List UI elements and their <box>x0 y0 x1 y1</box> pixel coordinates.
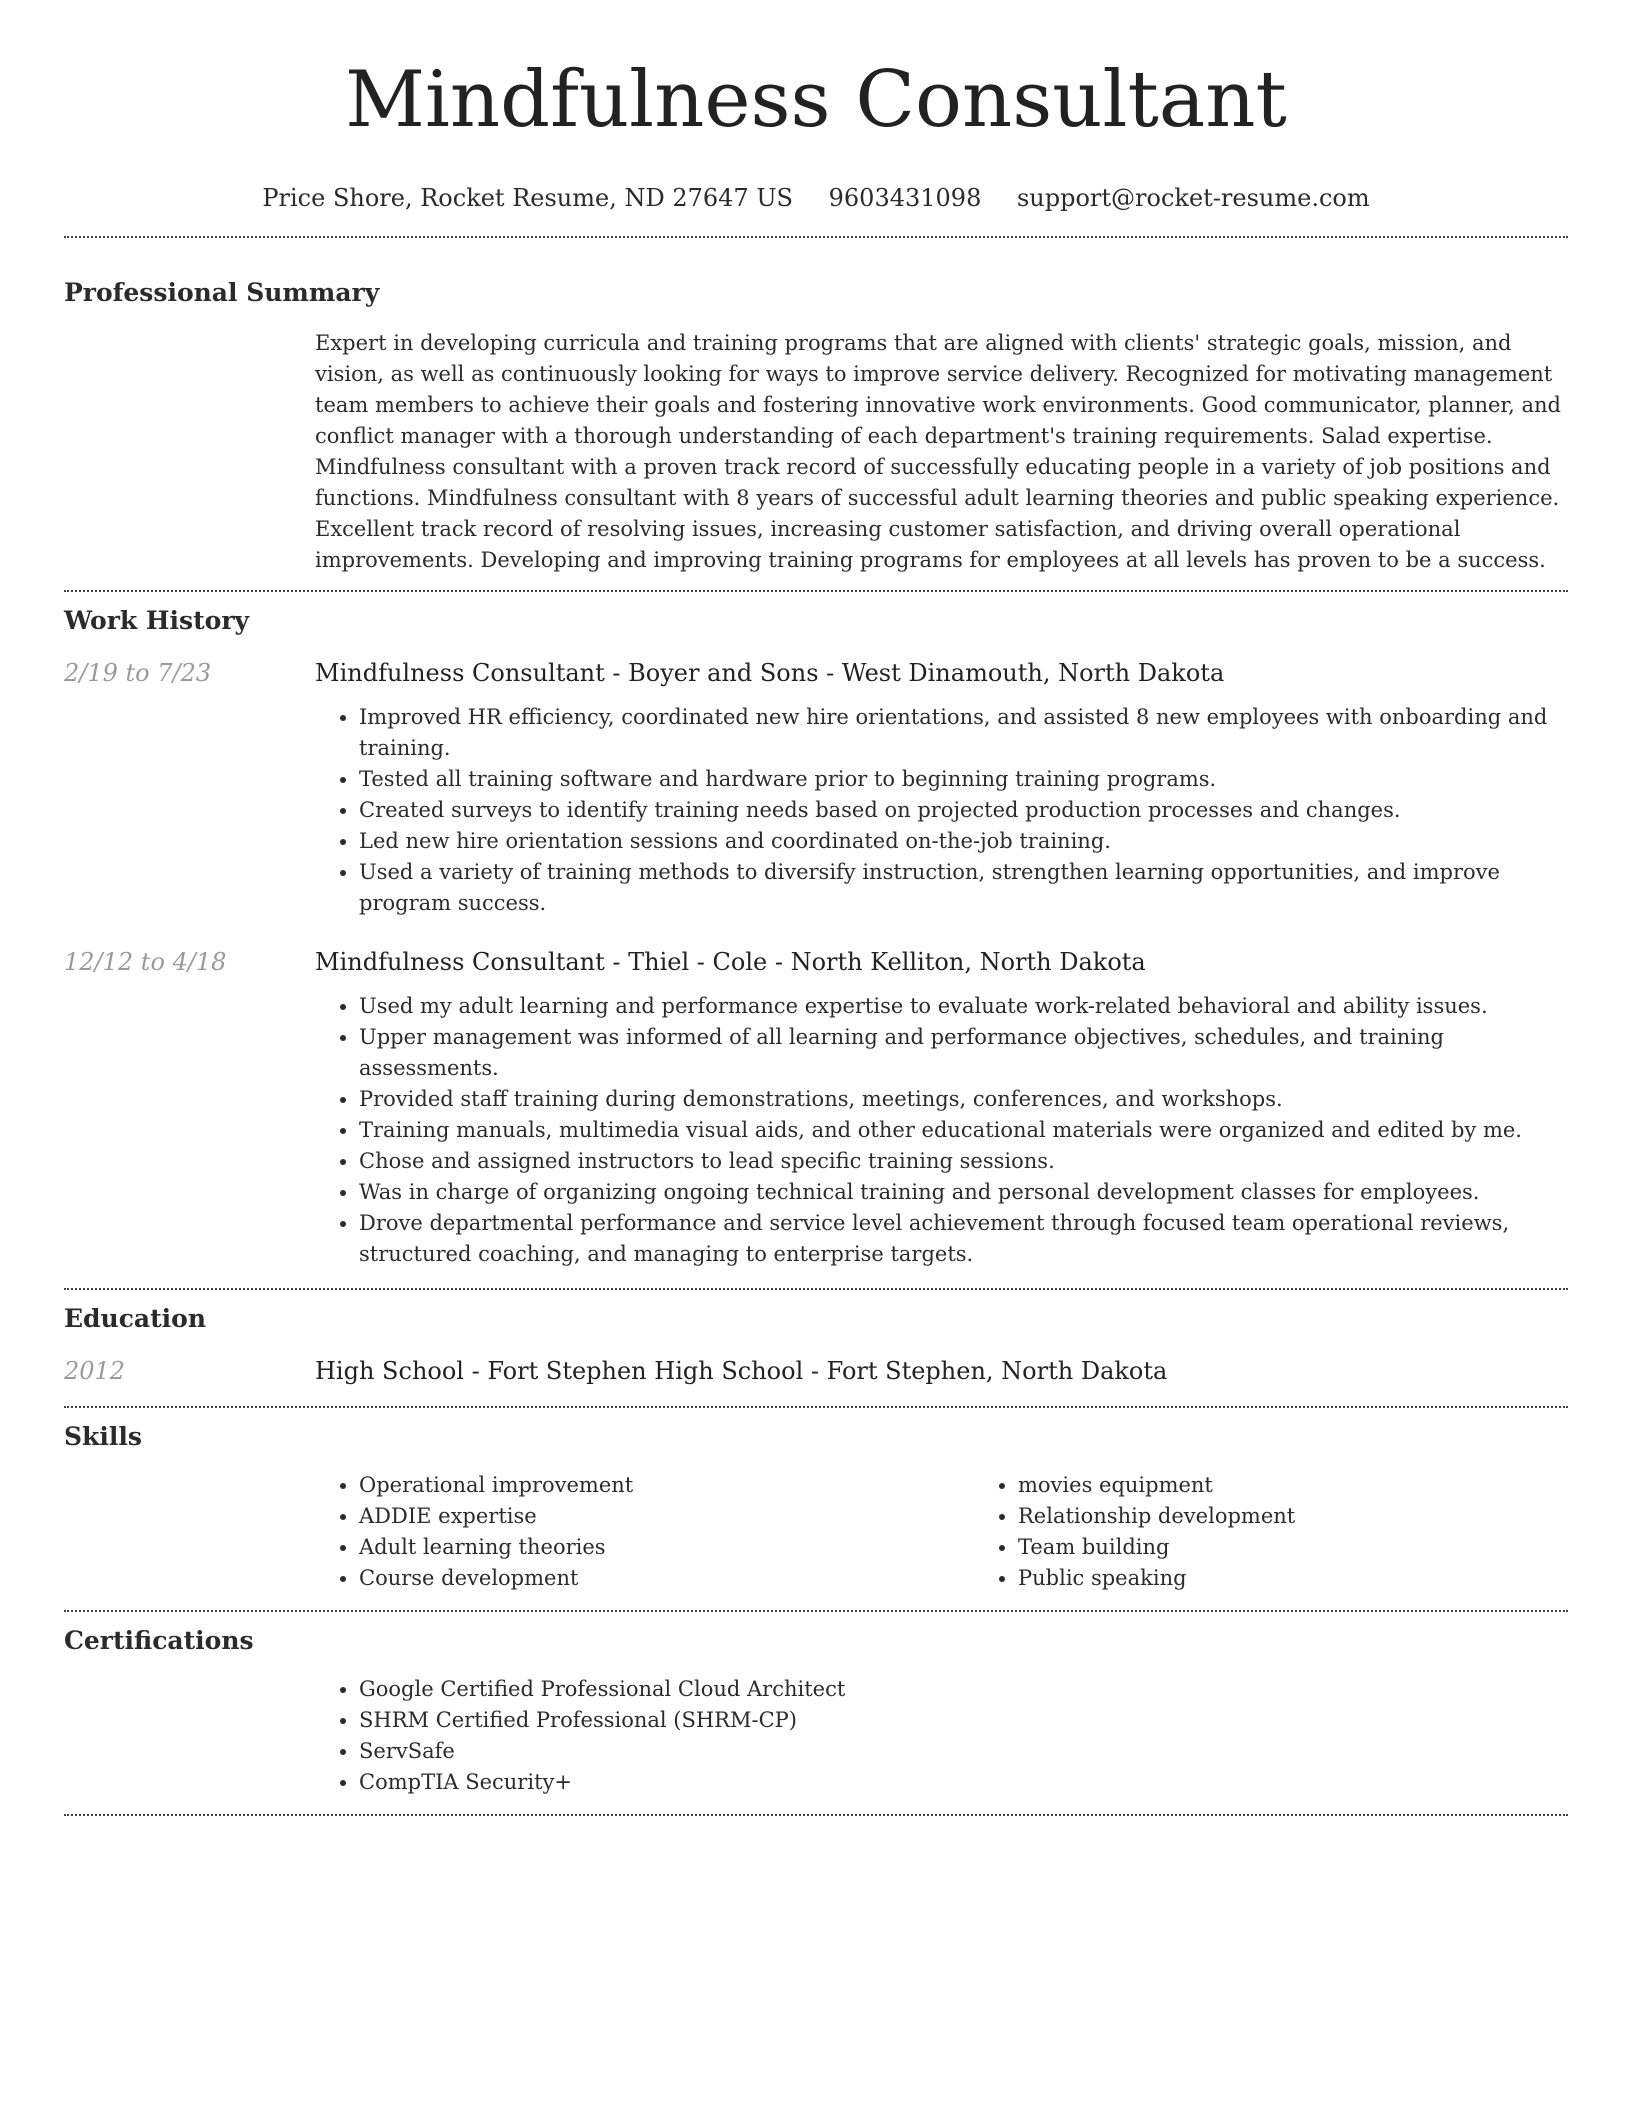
skills-list-right <box>974 1470 1632 1594</box>
certifications-list <box>315 1674 1568 1798</box>
education-date: 2012 <box>64 1357 126 1385</box>
certification-item: • Google Certified Professional Cloud Architect <box>359 1674 1568 1705</box>
education-section <box>64 1302 1568 1388</box>
skills-heading: Skills <box>64 1422 142 1451</box>
certifications-section <box>64 1624 1568 1798</box>
list-item: • Drove departmental performance and service level achievement through focused team operational reviews, structured coaching, and managing to enterprise targets. <box>359 1208 1568 1270</box>
job-dates: 2/19 to 7/23 <box>64 659 212 687</box>
list-item: • Used my adult learning and performance expertise to evaluate work-related behavioral and ability issues. <box>359 991 1568 1022</box>
certification-item: • CompTIA Security+ <box>359 1767 1568 1798</box>
summary-text: Expert in developing curricula and training programs that are aligned with clients' strategic goals, mission, and vision, as well as continuously looking for ways to improve service delivery. Recognized for motivating management team members to achieve their goals and fostering innovative work environments. Good communicator, planner, and conflict manager with a thorough understanding of each department's training requirements. Salad expertise. Mindfulness consultant with a proven track record of successfully educating people in a variety of job positions and functions. Mindfulness consultant with 8 years of successful adult learning theories and public speaking experience. Excellent track record of resolving issues, increasing customer satisfaction, and driving overall operational improvements. Developing and improving training programs for employees at all levels has proven to be a success. <box>315 331 1561 572</box>
list-item: • Upper management was informed of all learning and performance objectives, schedules, and training assessments. <box>359 1022 1568 1084</box>
skill-item: • Adult learning theories <box>359 1532 974 1563</box>
education-heading-line: High School - Fort Stephen High School - Fort Stephen, North Dakota <box>315 1357 1168 1385</box>
skill-item: • Relationship development <box>1018 1501 1632 1532</box>
skill-item: • Public speaking <box>1018 1563 1632 1594</box>
section-divider <box>64 236 1568 238</box>
candidate-name: Mindfulness Consultant <box>345 55 1287 145</box>
list-item: • Used a variety of training methods to diversify instruction, strengthen learning opportunities, and improve program success. <box>359 857 1568 919</box>
job-heading: Mindfulness Consultant - Boyer and Sons - West Dinamouth, North Dakota <box>315 659 1225 687</box>
section-divider <box>64 1288 1568 1290</box>
certification-item: • SHRM Certified Professional (SHRM-CP) <box>359 1705 1568 1736</box>
list-item: • Tested all training software and hardware prior to beginning training programs. <box>359 764 1568 795</box>
list-item: • Provided staff training during demonstrations, meetings, conferences, and workshops. <box>359 1084 1568 1115</box>
list-item: • Led new hire orientation sessions and coordinated on-the-job training. <box>359 826 1568 857</box>
contact-phone: 9603431098 <box>828 184 982 212</box>
skills-list-left <box>315 1470 974 1594</box>
work-history-heading: Work History <box>64 606 250 635</box>
list-item: • Chose and assigned instructors to lead specific training sessions. <box>359 1146 1568 1177</box>
job-heading: Mindfulness Consultant - Thiel - Cole - North Kelliton, North Dakota <box>315 948 1146 976</box>
section-divider <box>64 1406 1568 1408</box>
certification-item: • ServSafe <box>359 1736 1568 1767</box>
contact-email: support@rocket-resume.com <box>1016 184 1370 212</box>
summary-heading: Professional Summary <box>64 278 380 307</box>
education-heading: Education <box>64 1304 207 1333</box>
contact-address: Price Shore, Rocket Resume, ND 27647 US <box>262 184 793 212</box>
skill-item: • ADDIE expertise <box>359 1501 974 1532</box>
job-entry <box>64 656 1568 919</box>
section-divider <box>64 590 1568 592</box>
job-entry <box>64 945 1568 1270</box>
work-history-section <box>64 604 1568 1270</box>
contact-info <box>64 182 1568 214</box>
skill-item: • Operational improvement <box>359 1470 974 1501</box>
certifications-heading: Certifications <box>64 1626 254 1655</box>
job-bullets <box>315 702 1568 919</box>
list-item: • Was in charge of organizing ongoing technical training and personal development classes for employees. <box>359 1177 1568 1208</box>
skill-item: • Course development <box>359 1563 974 1594</box>
job-dates: 12/12 to 4/18 <box>64 948 227 976</box>
skill-item: • Team building <box>1018 1532 1632 1563</box>
skills-section <box>64 1420 1568 1594</box>
list-item: • Created surveys to identify training needs based on projected production processes and changes. <box>359 795 1568 826</box>
skill-item: • movies equipment <box>1018 1470 1632 1501</box>
section-divider <box>64 1814 1568 1816</box>
list-item: • Training manuals, multimedia visual aids, and other educational materials were organized and edited by me. <box>359 1115 1568 1146</box>
section-divider <box>64 1610 1568 1612</box>
list-item: • Improved HR efficiency, coordinated new hire orientations, and assisted 8 new employees with onboarding and training. <box>359 702 1568 764</box>
summary-section <box>64 276 1568 576</box>
job-bullets <box>315 991 1568 1270</box>
